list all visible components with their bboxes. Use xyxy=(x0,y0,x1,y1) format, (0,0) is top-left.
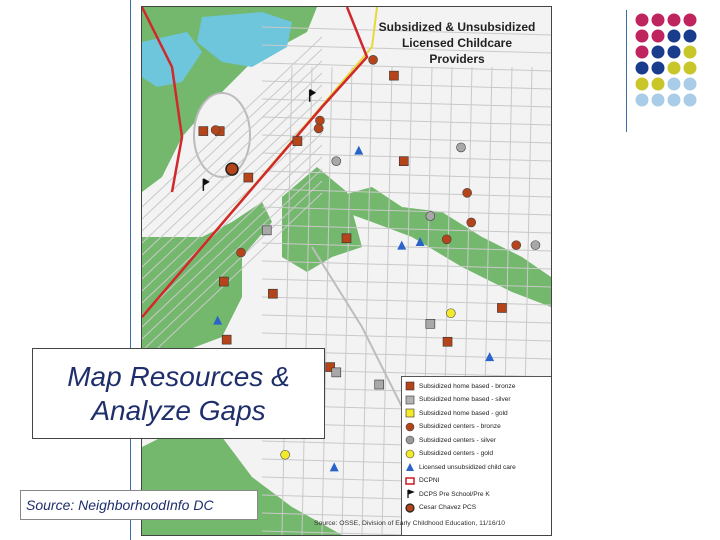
provider-marker xyxy=(354,146,363,155)
legend-label: Subsidized centers - gold xyxy=(419,450,494,457)
provider-marker xyxy=(211,126,220,135)
provider-marker xyxy=(219,277,228,286)
legend-square xyxy=(406,396,414,404)
decorative-dot xyxy=(684,78,697,91)
decorative-dot xyxy=(636,14,649,27)
slide-divider-right xyxy=(626,10,627,132)
legend-symbol xyxy=(405,435,415,445)
map-title-line: Licensed Childcare xyxy=(401,36,513,50)
legend-flag xyxy=(408,490,413,498)
legend-ring xyxy=(406,504,414,512)
slide-divider-left xyxy=(130,0,131,540)
decorative-dot xyxy=(684,30,697,43)
decorative-dot xyxy=(652,30,665,43)
decorative-dot xyxy=(652,46,665,59)
provider-marker xyxy=(399,157,408,166)
provider-marker xyxy=(426,319,435,328)
legend-label: Licensed unsubsidized child care xyxy=(419,463,516,471)
legend-item xyxy=(405,476,440,486)
provider-marker xyxy=(332,157,341,166)
legend-circle xyxy=(406,436,414,444)
provider-marker xyxy=(463,188,472,197)
legend-item xyxy=(405,422,501,432)
provider-marker xyxy=(281,450,290,459)
provider-marker xyxy=(457,143,466,152)
decorative-dot xyxy=(668,14,681,27)
provider-marker xyxy=(342,234,351,243)
decorative-dot xyxy=(652,14,665,27)
provider-marker xyxy=(236,248,245,257)
provider-marker xyxy=(244,173,253,182)
provider-marker xyxy=(442,235,451,244)
decorative-dot xyxy=(668,78,681,91)
legend-label: DCPNI xyxy=(419,477,440,484)
provider-marker xyxy=(446,309,455,318)
decorative-dot xyxy=(668,94,681,107)
provider-marker xyxy=(262,226,271,235)
decorative-dot xyxy=(636,94,649,107)
slide-callout xyxy=(32,348,325,439)
provider-marker xyxy=(293,137,302,146)
legend-item xyxy=(405,395,511,405)
provider-marker xyxy=(314,124,323,133)
legend-item xyxy=(405,449,493,459)
provider-marker xyxy=(222,335,231,344)
legend-label: Subsidized centers - silver xyxy=(419,436,496,444)
street-line xyxy=(362,67,372,535)
map-title-line: Subsidized & Unsubsidized xyxy=(378,20,536,34)
decorative-dot xyxy=(652,78,665,91)
source-note: Source: NeighborhoodInfo DC xyxy=(20,490,258,520)
legend-square xyxy=(406,382,414,390)
legend-symbol xyxy=(405,395,415,405)
callout-line: Map Resources & xyxy=(67,360,290,392)
provider-marker xyxy=(531,241,540,250)
legend-label: Subsidized centers - bronze xyxy=(419,423,501,430)
provider-marker xyxy=(199,127,208,136)
legend-symbol xyxy=(405,408,415,418)
provider-marker xyxy=(315,116,324,125)
callout-line: Analyze Gaps xyxy=(91,394,266,426)
map-title-line: Providers xyxy=(429,52,485,66)
decorative-dot xyxy=(636,78,649,91)
decorative-dot xyxy=(684,14,697,27)
provider-marker xyxy=(497,303,506,312)
legend-item xyxy=(405,489,490,499)
decorative-dot xyxy=(684,62,697,75)
provider-marker xyxy=(389,71,398,80)
decorative-dot xyxy=(636,62,649,75)
provider-marker xyxy=(426,212,435,221)
legend-circle xyxy=(406,450,414,458)
provider-marker xyxy=(443,337,452,346)
legend-item xyxy=(405,503,476,513)
legend-outline xyxy=(406,478,414,484)
legend-label: Subsidized home based - silver xyxy=(419,396,511,403)
provider-marker xyxy=(330,462,339,471)
legend-item xyxy=(405,435,496,445)
legend-symbol xyxy=(405,489,415,499)
decorative-dot xyxy=(652,94,665,107)
legend-circle xyxy=(406,423,414,431)
legend-symbol xyxy=(405,422,415,432)
decorative-dot xyxy=(668,62,681,75)
decorative-dot xyxy=(652,62,665,75)
decorative-dot xyxy=(668,30,681,43)
provider-marker xyxy=(332,368,341,377)
provider-marker xyxy=(512,241,521,250)
provider-marker xyxy=(485,352,494,361)
map-panel xyxy=(141,6,552,536)
legend-symbol xyxy=(405,503,415,513)
legend-square xyxy=(406,409,414,417)
decorative-dot-grid xyxy=(634,12,716,110)
provider-marker xyxy=(203,179,208,191)
provider-marker xyxy=(467,218,476,227)
provider-marker xyxy=(375,380,384,389)
street-line xyxy=(302,67,312,535)
decorative-dot xyxy=(684,46,697,59)
legend-label: Cesar Chavez PCS xyxy=(419,504,477,511)
legend-label: DCPS Pre School/Pre K xyxy=(419,490,490,498)
map-source-line: Source: OSSE, Division of Early Childhood Education, 11/16/10 xyxy=(314,520,506,527)
decorative-dot xyxy=(636,46,649,59)
street-line xyxy=(262,81,551,89)
legend-item xyxy=(405,462,516,472)
street-line xyxy=(282,67,292,535)
provider-marker xyxy=(226,163,238,175)
map-title xyxy=(362,19,552,67)
legend-item xyxy=(405,381,515,391)
legend-label: Subsidized home based - bronze xyxy=(419,382,516,390)
decorative-dot xyxy=(684,94,697,107)
legend-symbol xyxy=(405,449,415,459)
legend-symbol xyxy=(405,381,415,391)
legend-symbol xyxy=(405,476,415,486)
provider-marker xyxy=(268,289,277,298)
legend-triangle xyxy=(406,463,414,471)
decorative-dot xyxy=(636,30,649,43)
legend-symbol xyxy=(405,462,415,472)
legend-item xyxy=(405,408,508,418)
map-legend xyxy=(401,376,552,536)
legend-label: Subsidized home based - gold xyxy=(419,409,508,417)
decorative-dot xyxy=(668,46,681,59)
provider-marker xyxy=(397,241,406,250)
